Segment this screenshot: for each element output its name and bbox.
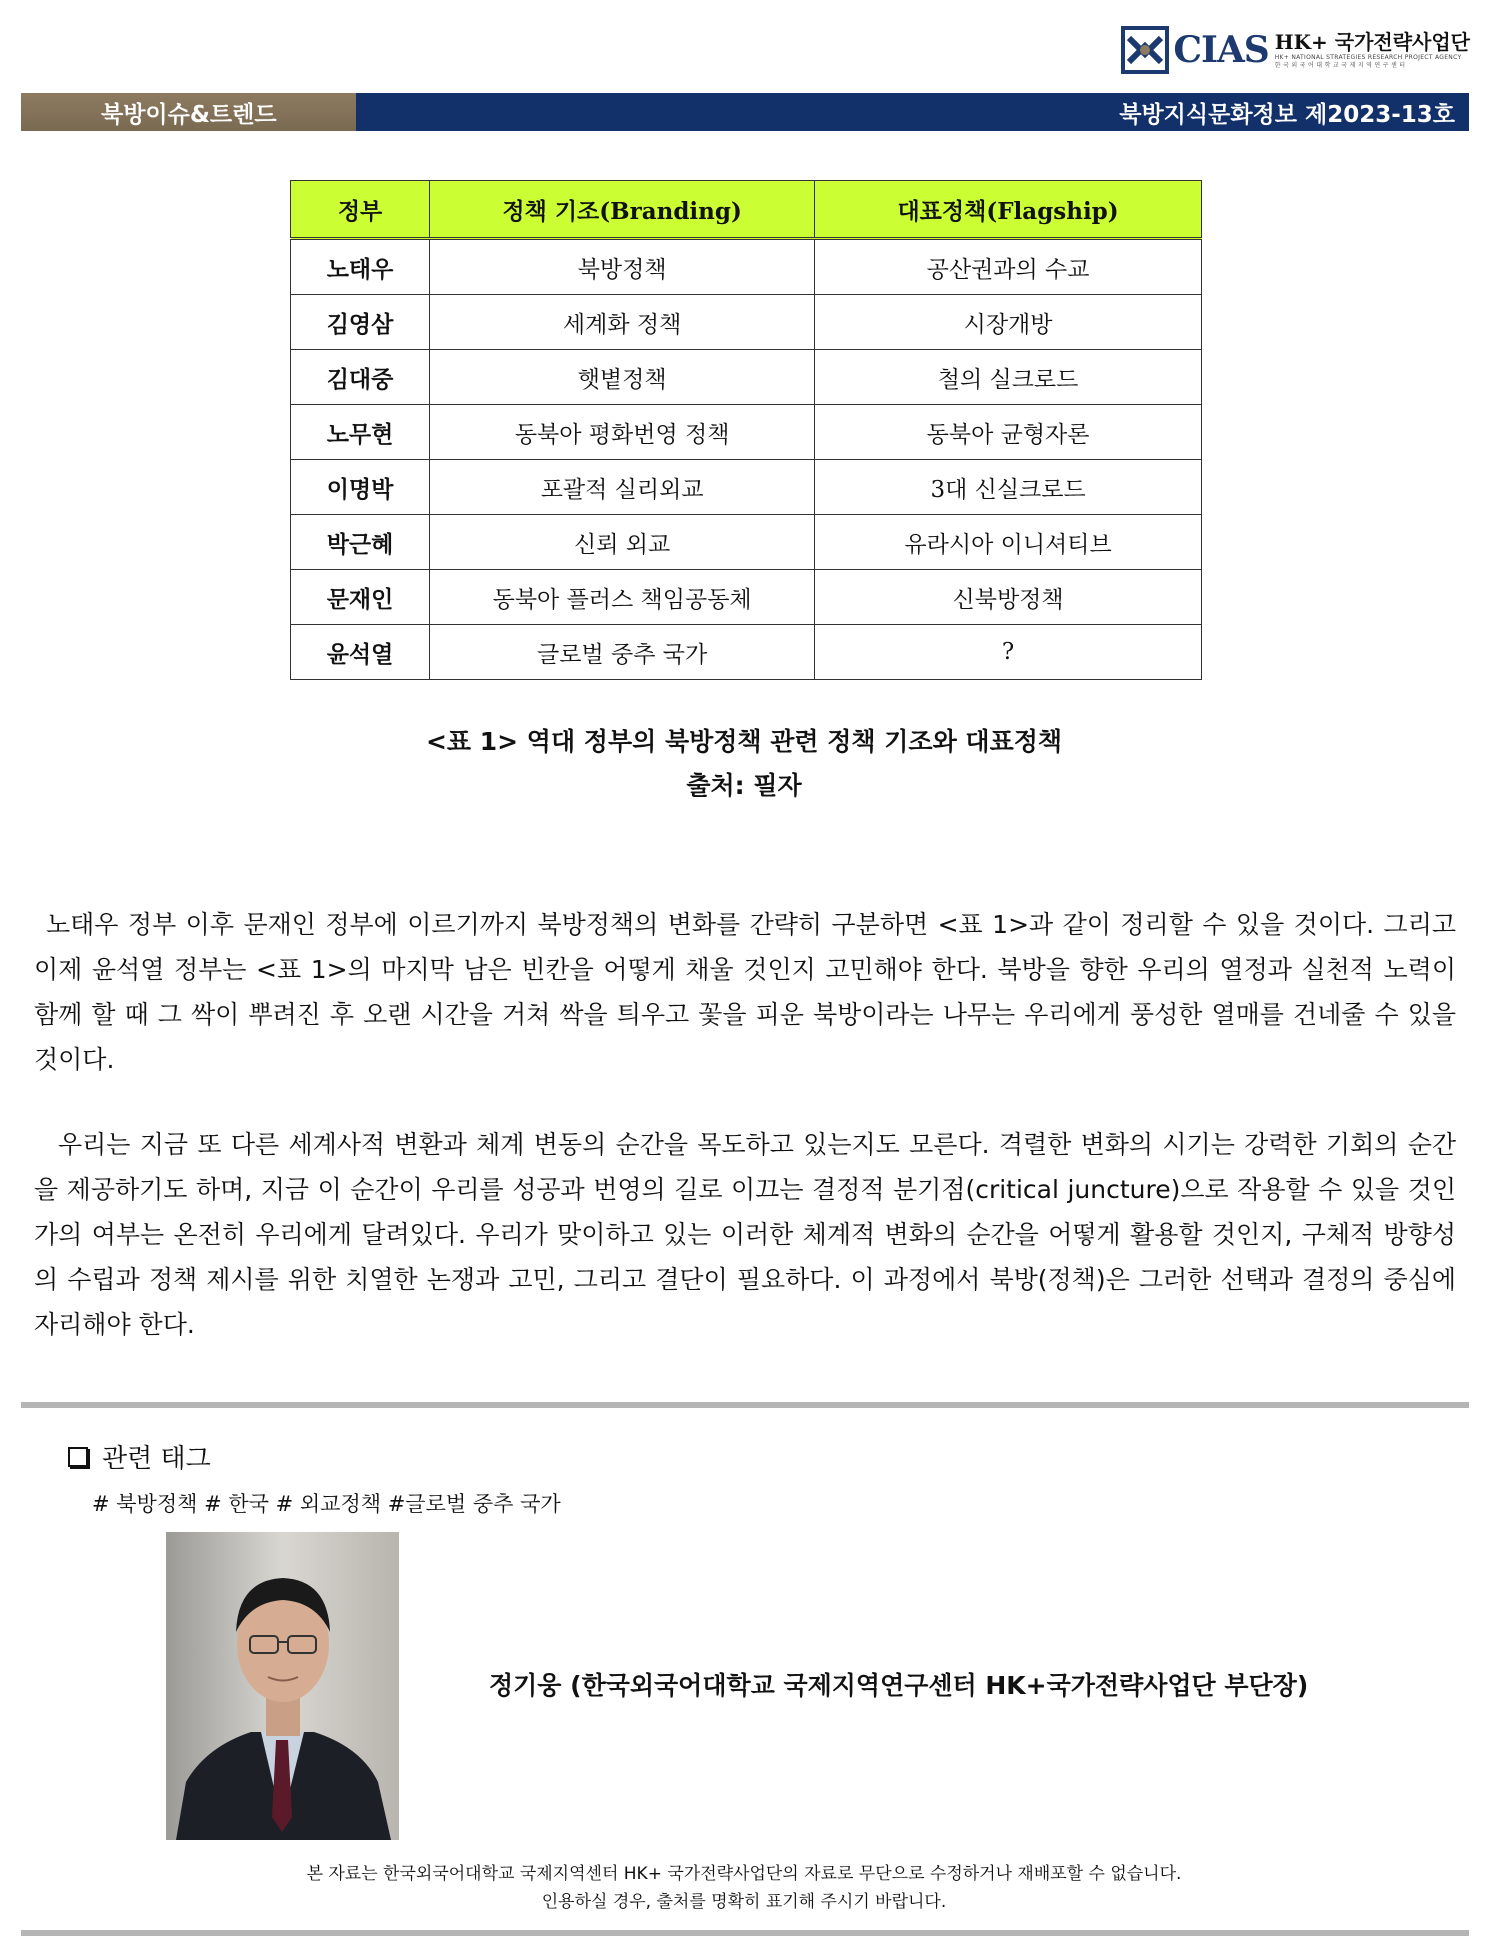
branding-cell: 햇볕정책 <box>430 350 815 405</box>
government-cell: 문재인 <box>291 570 430 625</box>
flagship-cell: 공산권과의 수교 <box>815 239 1202 295</box>
header-band <box>21 93 1469 131</box>
table-header-cell: 정부 <box>291 181 430 239</box>
table-header-cell: 정책 기조(Branding) <box>430 181 815 239</box>
section-divider <box>21 1402 1469 1408</box>
logo-brand-text: CIAS <box>1173 29 1269 71</box>
branding-cell: 글로벌 중추 국가 <box>430 625 815 680</box>
footer-line-2: 인용하실 경우, 출처를 명확히 표기해 주시기 바랍니다. <box>541 1892 947 1912</box>
government-cell: 김영삼 <box>291 295 430 350</box>
author-name: 정기웅 (한국외국어대학교 국제지역연구센터 HK+국가전략사업단 부단장) <box>489 1671 1309 1700</box>
government-cell: 노무현 <box>291 405 430 460</box>
body-paragraph-2: 우리는 지금 또 다른 세계사적 변환과 체계 변동의 순간을 목도하고 있는지도 모른다. 격렬한 변화의 시기는 강력한 기회의 순간을 제공하기도 하며, 지금 이 순간이 우리를 성공과 번영의 길로 이끄는 결정적 분기점(critical juncture)으로 작용할 수 있을 것인가의 여부는 온전히 우리에게 달려있다. 우리가 맞이하고 있는 이러한 체계적 변화의 순간을 어떻게 활용할 것인지, 구체적 방향성의 수립과 정책 제시를 위한 치열한 논쟁과 고민, 그리고 결단이 필요하다. 이 과정에서 북방(정책)은 그러한 선택과 결정의 중심에 자리해야 한다. <box>34 1130 1456 1339</box>
cias-emblem-icon <box>1121 26 1169 74</box>
branding-cell: 포괄적 실리외교 <box>430 460 815 515</box>
table-row <box>291 239 1202 295</box>
table-row <box>291 460 1202 515</box>
government-cell: 이명박 <box>291 460 430 515</box>
branding-cell: 동북아 평화번영 정책 <box>430 405 815 460</box>
footer-divider <box>21 1930 1469 1936</box>
tags-heading <box>68 1438 211 1475</box>
table-row <box>291 405 1202 460</box>
footer-line-1: 본 자료는 한국외국어대학교 국제지역센터 HK+ 국가전략사업단의 자료로 무단으로 수정하거나 재배포할 수 없습니다. <box>306 1864 1182 1884</box>
flagship-cell: 동북아 균형자론 <box>815 405 1202 460</box>
table-source: 출처: 필자 <box>686 771 802 800</box>
copyright-footer <box>0 1860 1488 1916</box>
government-cell: 박근혜 <box>291 515 430 570</box>
logo-subtitle-ko: 한 국 외 국 어 대 학 교 국 제 지 역 연 구 센 터 <box>1274 62 1406 69</box>
table-row <box>291 625 1202 680</box>
tags-list: # 북방정책 # 한국 # 외교정책 #글로벌 중추 국가 <box>92 1492 561 1516</box>
flagship-cell: 시장개방 <box>815 295 1202 350</box>
branding-cell: 동북아 플러스 책임공동체 <box>430 570 815 625</box>
table-row <box>291 570 1202 625</box>
government-cell: 윤석열 <box>291 625 430 680</box>
table-caption: <표 1> 역대 정부의 북방정책 관련 정책 기조와 대표정책 <box>425 727 1063 756</box>
flagship-cell: 신북방정책 <box>815 570 1202 625</box>
table-row <box>291 295 1202 350</box>
flagship-cell: 3대 신실크로드 <box>815 460 1202 515</box>
logo-program-text: HK+ 국가전략사업단 <box>1274 30 1470 54</box>
table-header-row <box>291 181 1202 239</box>
tags-heading-label: 관련 태그 <box>102 1444 211 1474</box>
flagship-cell: ? <box>815 625 1202 680</box>
section-label: 북방이슈&트렌드 <box>21 93 356 131</box>
branding-cell: 신뢰 외교 <box>430 515 815 570</box>
branding-cell: 세계화 정책 <box>430 295 815 350</box>
table-caption-block <box>0 720 1488 808</box>
flagship-cell: 유라시아 이니셔티브 <box>815 515 1202 570</box>
author-portrait-image <box>166 1532 399 1840</box>
logo-subtitle-en: HK+ NATIONAL STRATEGIES RESEARCH PROJECT AGENCY <box>1274 54 1462 61</box>
table-header-cell: 대표정책(Flagship) <box>815 181 1202 239</box>
issue-number: 북방지식문화정보 제2023-13호 <box>356 93 1469 131</box>
author-photo <box>166 1532 399 1840</box>
policy-table <box>290 180 1202 680</box>
government-cell: 김대중 <box>291 350 430 405</box>
branding-cell: 북방정책 <box>430 239 815 295</box>
table-row <box>291 350 1202 405</box>
flagship-cell: 철의 실크로드 <box>815 350 1202 405</box>
table-row <box>291 515 1202 570</box>
body-paragraph-1: 노태우 정부 이후 문재인 정부에 이르기까지 북방정책의 변화를 간략히 구분하면 <표 1>과 같이 정리할 수 있을 것이다. 그리고 이제 윤석열 정부는 <표 1>의 마지막 남은 빈칸을 어떻게 채울 것인지 고민해야 한다. 북방을 향한 우리의 열정과 실천적 노력이 함께 할 때 그 싹이 뿌려진 후 오랜 시간을 거쳐 싹을 틔우고 꽃을 피운 북방이라는 나무는 우리에게 풍성한 열매를 건네줄 수 있을 것이다. <box>34 910 1456 1074</box>
government-cell: 노태우 <box>291 239 430 295</box>
checkbox-bullet-icon <box>68 1447 88 1467</box>
cias-logo <box>1121 22 1470 78</box>
